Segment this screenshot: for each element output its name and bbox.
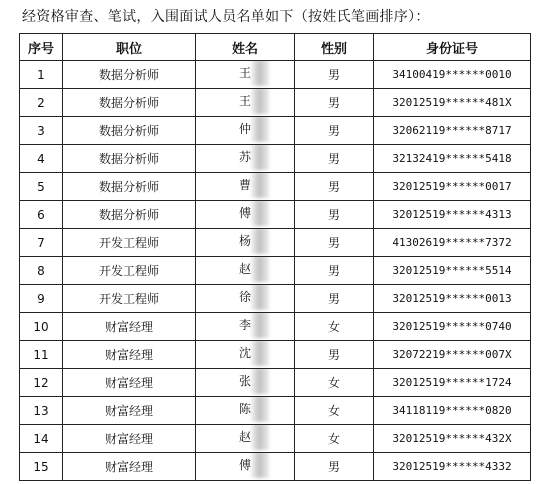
name-wrapper (217, 289, 273, 305)
cell-name (196, 61, 295, 89)
cell-position: 数据分析师 (63, 173, 196, 201)
cell-position: 数据分析师 (63, 89, 196, 117)
cell-number: 10 (20, 313, 63, 341)
cell-name (196, 453, 295, 481)
table-row (20, 341, 531, 369)
cell-id-number: 32062119******8717 (374, 117, 531, 145)
header-name: 姓名 (196, 34, 295, 61)
cell-gender: 男 (295, 257, 374, 285)
cell-gender: 男 (295, 61, 374, 89)
cell-id-number: 32012519******0740 (374, 313, 531, 341)
table-row (20, 257, 531, 285)
redaction-blur (251, 257, 269, 283)
cell-id-number: 32072219******007X (374, 341, 531, 369)
cell-gender: 男 (295, 453, 374, 481)
cell-gender: 男 (295, 173, 374, 201)
cell-position: 开发工程师 (63, 257, 196, 285)
candidate-table (19, 33, 531, 481)
name-wrapper (217, 457, 273, 473)
redaction-blur (251, 201, 269, 227)
cell-name (196, 89, 295, 117)
cell-position: 财富经理 (63, 369, 196, 397)
cell-id-number: 41302619******7372 (374, 229, 531, 257)
table-row (20, 397, 531, 425)
table-row (20, 313, 531, 341)
name-text: 傅 (239, 458, 252, 472)
redaction-blur (251, 369, 269, 395)
cell-position: 财富经理 (63, 425, 196, 453)
cell-id-number: 34100419******0010 (374, 61, 531, 89)
cell-position: 开发工程师 (63, 285, 196, 313)
name-text: 李 (239, 318, 252, 332)
cell-number: 4 (20, 145, 63, 173)
redaction-blur (251, 425, 269, 451)
name-text: 杨 (239, 234, 252, 248)
cell-number: 12 (20, 369, 63, 397)
cell-id-number: 32012519******432X (374, 425, 531, 453)
header-gender: 性别 (295, 34, 374, 61)
cell-position: 财富经理 (63, 453, 196, 481)
name-wrapper (217, 177, 273, 193)
cell-name (196, 397, 295, 425)
intro-text: 经资格审查、笔试，入围面试人员名单如下（按姓氏笔画排序）： (22, 9, 430, 25)
name-wrapper (217, 149, 273, 165)
name-wrapper (217, 93, 273, 109)
cell-number: 15 (20, 453, 63, 481)
cell-number: 6 (20, 201, 63, 229)
redaction-blur (251, 145, 269, 171)
header-id-number: 身份证号 (374, 34, 531, 61)
cell-id-number: 34118119******0820 (374, 397, 531, 425)
cell-number: 11 (20, 341, 63, 369)
cell-position: 数据分析师 (63, 117, 196, 145)
cell-name (196, 285, 295, 313)
cell-id-number: 32012519******0017 (374, 173, 531, 201)
table-row (20, 117, 531, 145)
table-row (20, 145, 531, 173)
cell-number: 3 (20, 117, 63, 145)
name-text: 王 (239, 94, 252, 108)
cell-id-number: 32012519******4313 (374, 201, 531, 229)
cell-name (196, 117, 295, 145)
cell-id-number: 32012519******481X (374, 89, 531, 117)
cell-id-number: 32012519******0013 (374, 285, 531, 313)
cell-position: 数据分析师 (63, 61, 196, 89)
cell-id-number: 32012519******1724 (374, 369, 531, 397)
name-text: 赵 (239, 430, 252, 444)
cell-name (196, 369, 295, 397)
name-wrapper (217, 65, 273, 81)
cell-number: 2 (20, 89, 63, 117)
table-row (20, 229, 531, 257)
cell-id-number: 32012519******5514 (374, 257, 531, 285)
redaction-blur (251, 61, 269, 87)
cell-number: 7 (20, 229, 63, 257)
cell-position: 财富经理 (63, 397, 196, 425)
cell-id-number: 32012519******4332 (374, 453, 531, 481)
cell-name (196, 341, 295, 369)
cell-name (196, 201, 295, 229)
cell-gender: 男 (295, 341, 374, 369)
name-wrapper (217, 401, 273, 417)
table-row (20, 425, 531, 453)
cell-id-number: 32132419******5418 (374, 145, 531, 173)
cell-gender: 女 (295, 425, 374, 453)
cell-gender: 女 (295, 369, 374, 397)
table-body (20, 61, 531, 481)
table-row (20, 369, 531, 397)
name-wrapper (217, 345, 273, 361)
table-header-row (20, 34, 531, 61)
cell-gender: 女 (295, 397, 374, 425)
cell-position: 财富经理 (63, 341, 196, 369)
name-wrapper (217, 261, 273, 277)
name-wrapper (217, 373, 273, 389)
cell-gender: 男 (295, 145, 374, 173)
name-text: 曹 (239, 178, 252, 192)
name-text: 陈 (239, 402, 252, 416)
cell-position: 开发工程师 (63, 229, 196, 257)
cell-number: 1 (20, 61, 63, 89)
cell-number: 9 (20, 285, 63, 313)
cell-position: 财富经理 (63, 313, 196, 341)
cell-gender: 男 (295, 229, 374, 257)
cell-position: 数据分析师 (63, 145, 196, 173)
table-row (20, 201, 531, 229)
name-wrapper (217, 121, 273, 137)
cell-number: 8 (20, 257, 63, 285)
cell-name (196, 145, 295, 173)
name-text: 沈 (239, 346, 252, 360)
name-text: 徐 (239, 290, 252, 304)
redaction-blur (251, 313, 269, 339)
name-text: 赵 (239, 262, 252, 276)
redaction-blur (251, 341, 269, 367)
name-text: 苏 (239, 150, 252, 164)
name-wrapper (217, 233, 273, 249)
redaction-blur (251, 229, 269, 255)
cell-gender: 男 (295, 201, 374, 229)
redaction-blur (251, 89, 269, 115)
cell-position: 数据分析师 (63, 201, 196, 229)
redaction-blur (251, 173, 269, 199)
cell-number: 13 (20, 397, 63, 425)
name-text: 张 (239, 374, 252, 388)
cell-gender: 男 (295, 117, 374, 145)
cell-number: 5 (20, 173, 63, 201)
cell-gender: 男 (295, 285, 374, 313)
name-wrapper (217, 205, 273, 221)
redaction-blur (251, 453, 269, 479)
cell-name (196, 313, 295, 341)
table-row (20, 61, 531, 89)
cell-name (196, 257, 295, 285)
cell-name (196, 173, 295, 201)
cell-name (196, 229, 295, 257)
table-row (20, 285, 531, 313)
header-number: 序号 (20, 34, 63, 61)
name-text: 傅 (239, 206, 252, 220)
redaction-blur (251, 397, 269, 423)
table-row (20, 453, 531, 481)
name-text: 王 (239, 66, 252, 80)
name-wrapper (217, 429, 273, 445)
cell-gender: 女 (295, 313, 374, 341)
cell-number: 14 (20, 425, 63, 453)
cell-gender: 男 (295, 89, 374, 117)
name-text: 仲 (239, 122, 252, 136)
cell-name (196, 425, 295, 453)
header-position: 职位 (63, 34, 196, 61)
table-row (20, 173, 531, 201)
name-wrapper (217, 317, 273, 333)
redaction-blur (251, 285, 269, 311)
table-row (20, 89, 531, 117)
redaction-blur (251, 117, 269, 143)
